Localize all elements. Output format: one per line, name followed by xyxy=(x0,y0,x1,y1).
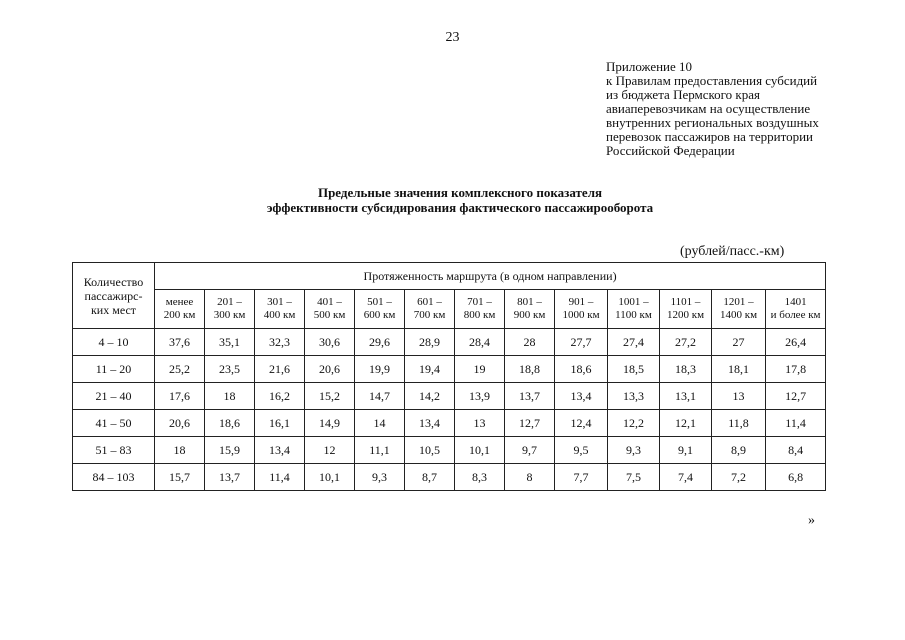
table-cell: 15,9 xyxy=(205,437,255,464)
table-row xyxy=(73,410,826,437)
row-label: 11 – 20 xyxy=(73,356,155,383)
table-cell: 12,2 xyxy=(608,410,660,437)
appendix-note xyxy=(606,60,896,158)
table-cell: 28 xyxy=(505,329,555,356)
table-cell: 11,4 xyxy=(255,464,305,491)
table-cell: 11,8 xyxy=(712,410,766,437)
column-header-8: 901 – 1000 км xyxy=(555,290,608,329)
column-header-0: менее 200 км xyxy=(155,290,205,329)
table-cell: 13,1 xyxy=(660,383,712,410)
table-cell: 9,5 xyxy=(555,437,608,464)
table-cell: 16,1 xyxy=(255,410,305,437)
table-row xyxy=(73,464,826,491)
table-cell: 8,3 xyxy=(455,464,505,491)
row-header: Количество пассажирс- ких мест xyxy=(73,263,155,329)
table-cell: 19,9 xyxy=(355,356,405,383)
appendix-line: внутренних региональных воздушных xyxy=(606,115,819,130)
row-label: 21 – 40 xyxy=(73,383,155,410)
table-cell: 14,9 xyxy=(305,410,355,437)
table-cell: 18,5 xyxy=(608,356,660,383)
table-row xyxy=(73,437,826,464)
column-header-11: 1201 – 1400 км xyxy=(712,290,766,329)
table-cell: 10,1 xyxy=(305,464,355,491)
appendix-line: Российской Федерации xyxy=(606,143,735,158)
table-cell: 27,4 xyxy=(608,329,660,356)
table-cell: 8 xyxy=(505,464,555,491)
table-cell: 7,2 xyxy=(712,464,766,491)
column-header-6: 701 – 800 км xyxy=(455,290,505,329)
appendix-line: к Правилам предоставления субсидий xyxy=(606,73,818,88)
table-cell: 32,3 xyxy=(255,329,305,356)
table-row xyxy=(73,383,826,410)
table-row xyxy=(73,356,826,383)
table-cell: 27 xyxy=(712,329,766,356)
appendix-line: перевозок пассажиров на территории xyxy=(606,129,814,144)
table-cell: 12,4 xyxy=(555,410,608,437)
table-cell: 27,7 xyxy=(555,329,608,356)
table-cell: 18,8 xyxy=(505,356,555,383)
table-cell: 21,6 xyxy=(255,356,305,383)
table-cell: 10,5 xyxy=(405,437,455,464)
table-cell: 12,7 xyxy=(766,383,826,410)
table-cell: 13,9 xyxy=(455,383,505,410)
table-cell: 26,4 xyxy=(766,329,826,356)
table-cell: 27,2 xyxy=(660,329,712,356)
row-label: 4 – 10 xyxy=(73,329,155,356)
table-cell: 23,5 xyxy=(205,356,255,383)
table-cell: 9,3 xyxy=(608,437,660,464)
table-cell: 14 xyxy=(355,410,405,437)
table-cell: 12 xyxy=(305,437,355,464)
closing-quote: » xyxy=(808,513,815,528)
table-cell: 11,4 xyxy=(766,410,826,437)
column-header-5: 601 – 700 км xyxy=(405,290,455,329)
table-cell: 17,6 xyxy=(155,383,205,410)
subsidy-table xyxy=(72,262,826,491)
document-title xyxy=(120,185,800,215)
row-label: 51 – 83 xyxy=(73,437,155,464)
table-cell: 7,5 xyxy=(608,464,660,491)
table-cell: 14,2 xyxy=(405,383,455,410)
column-header-12: 1401 и более км xyxy=(766,290,826,329)
column-header-3: 401 – 500 км xyxy=(305,290,355,329)
table-cell: 8,9 xyxy=(712,437,766,464)
column-header-1: 201 – 300 км xyxy=(205,290,255,329)
table-cell: 28,4 xyxy=(455,329,505,356)
table-cell: 18 xyxy=(205,383,255,410)
table-cell: 10,1 xyxy=(455,437,505,464)
table-cell: 15,2 xyxy=(305,383,355,410)
table-cell: 6,8 xyxy=(766,464,826,491)
table-row xyxy=(73,329,826,356)
column-header-2: 301 – 400 км xyxy=(255,290,305,329)
table-cell: 19 xyxy=(455,356,505,383)
table-cell: 20,6 xyxy=(155,410,205,437)
table-cell: 15,7 xyxy=(155,464,205,491)
appendix-line: Приложение 10 xyxy=(606,59,693,74)
table-cell: 17,8 xyxy=(766,356,826,383)
table-cell: 16,2 xyxy=(255,383,305,410)
table-cell: 13,7 xyxy=(505,383,555,410)
table-cell: 30,6 xyxy=(305,329,355,356)
table-cell: 9,7 xyxy=(505,437,555,464)
table-cell: 35,1 xyxy=(205,329,255,356)
column-header-9: 1001 – 1100 км xyxy=(608,290,660,329)
table-cell: 8,7 xyxy=(405,464,455,491)
table-cell: 13,4 xyxy=(405,410,455,437)
appendix-line: из бюджета Пермского края xyxy=(606,87,761,102)
table-cell: 18,3 xyxy=(660,356,712,383)
table-cell: 37,6 xyxy=(155,329,205,356)
table-cell: 25,2 xyxy=(155,356,205,383)
table-cell: 29,6 xyxy=(355,329,405,356)
column-header-4: 501 – 600 км xyxy=(355,290,405,329)
title-line: Предельные значения комплексного показателя xyxy=(317,185,603,200)
table-cell: 7,7 xyxy=(555,464,608,491)
table-cell: 13 xyxy=(712,383,766,410)
row-label: 84 – 103 xyxy=(73,464,155,491)
table-cell: 18,6 xyxy=(555,356,608,383)
table-cell: 11,1 xyxy=(355,437,405,464)
column-header-7: 801 – 900 км xyxy=(505,290,555,329)
table-cell: 13,7 xyxy=(205,464,255,491)
table-cell: 19,4 xyxy=(405,356,455,383)
table-cell: 18,1 xyxy=(712,356,766,383)
table-cell: 28,9 xyxy=(405,329,455,356)
table-cell: 12,7 xyxy=(505,410,555,437)
appendix-line: авиаперевозчикам на осуществление xyxy=(606,101,811,116)
column-header-10: 1101 – 1200 км xyxy=(660,290,712,329)
table-cell: 14,7 xyxy=(355,383,405,410)
table-cell: 9,1 xyxy=(660,437,712,464)
table-cell: 13 xyxy=(455,410,505,437)
title-line: эффективности субсидирования фактического пассажирооборота xyxy=(266,200,654,215)
table-cell: 18,6 xyxy=(205,410,255,437)
table-cell: 13,3 xyxy=(608,383,660,410)
table-cell: 13,4 xyxy=(255,437,305,464)
table-cell: 13,4 xyxy=(555,383,608,410)
units-label: (рублей/пасс.-км) xyxy=(680,244,785,259)
table-cell: 12,1 xyxy=(660,410,712,437)
table-cell: 9,3 xyxy=(355,464,405,491)
route-length-header: Протяженность маршрута (в одном направлении) xyxy=(155,263,826,290)
page-number: 23 xyxy=(445,30,460,45)
table-cell: 20,6 xyxy=(305,356,355,383)
table-cell: 18 xyxy=(155,437,205,464)
table-cell: 8,4 xyxy=(766,437,826,464)
row-label: 41 – 50 xyxy=(73,410,155,437)
table-cell: 7,4 xyxy=(660,464,712,491)
